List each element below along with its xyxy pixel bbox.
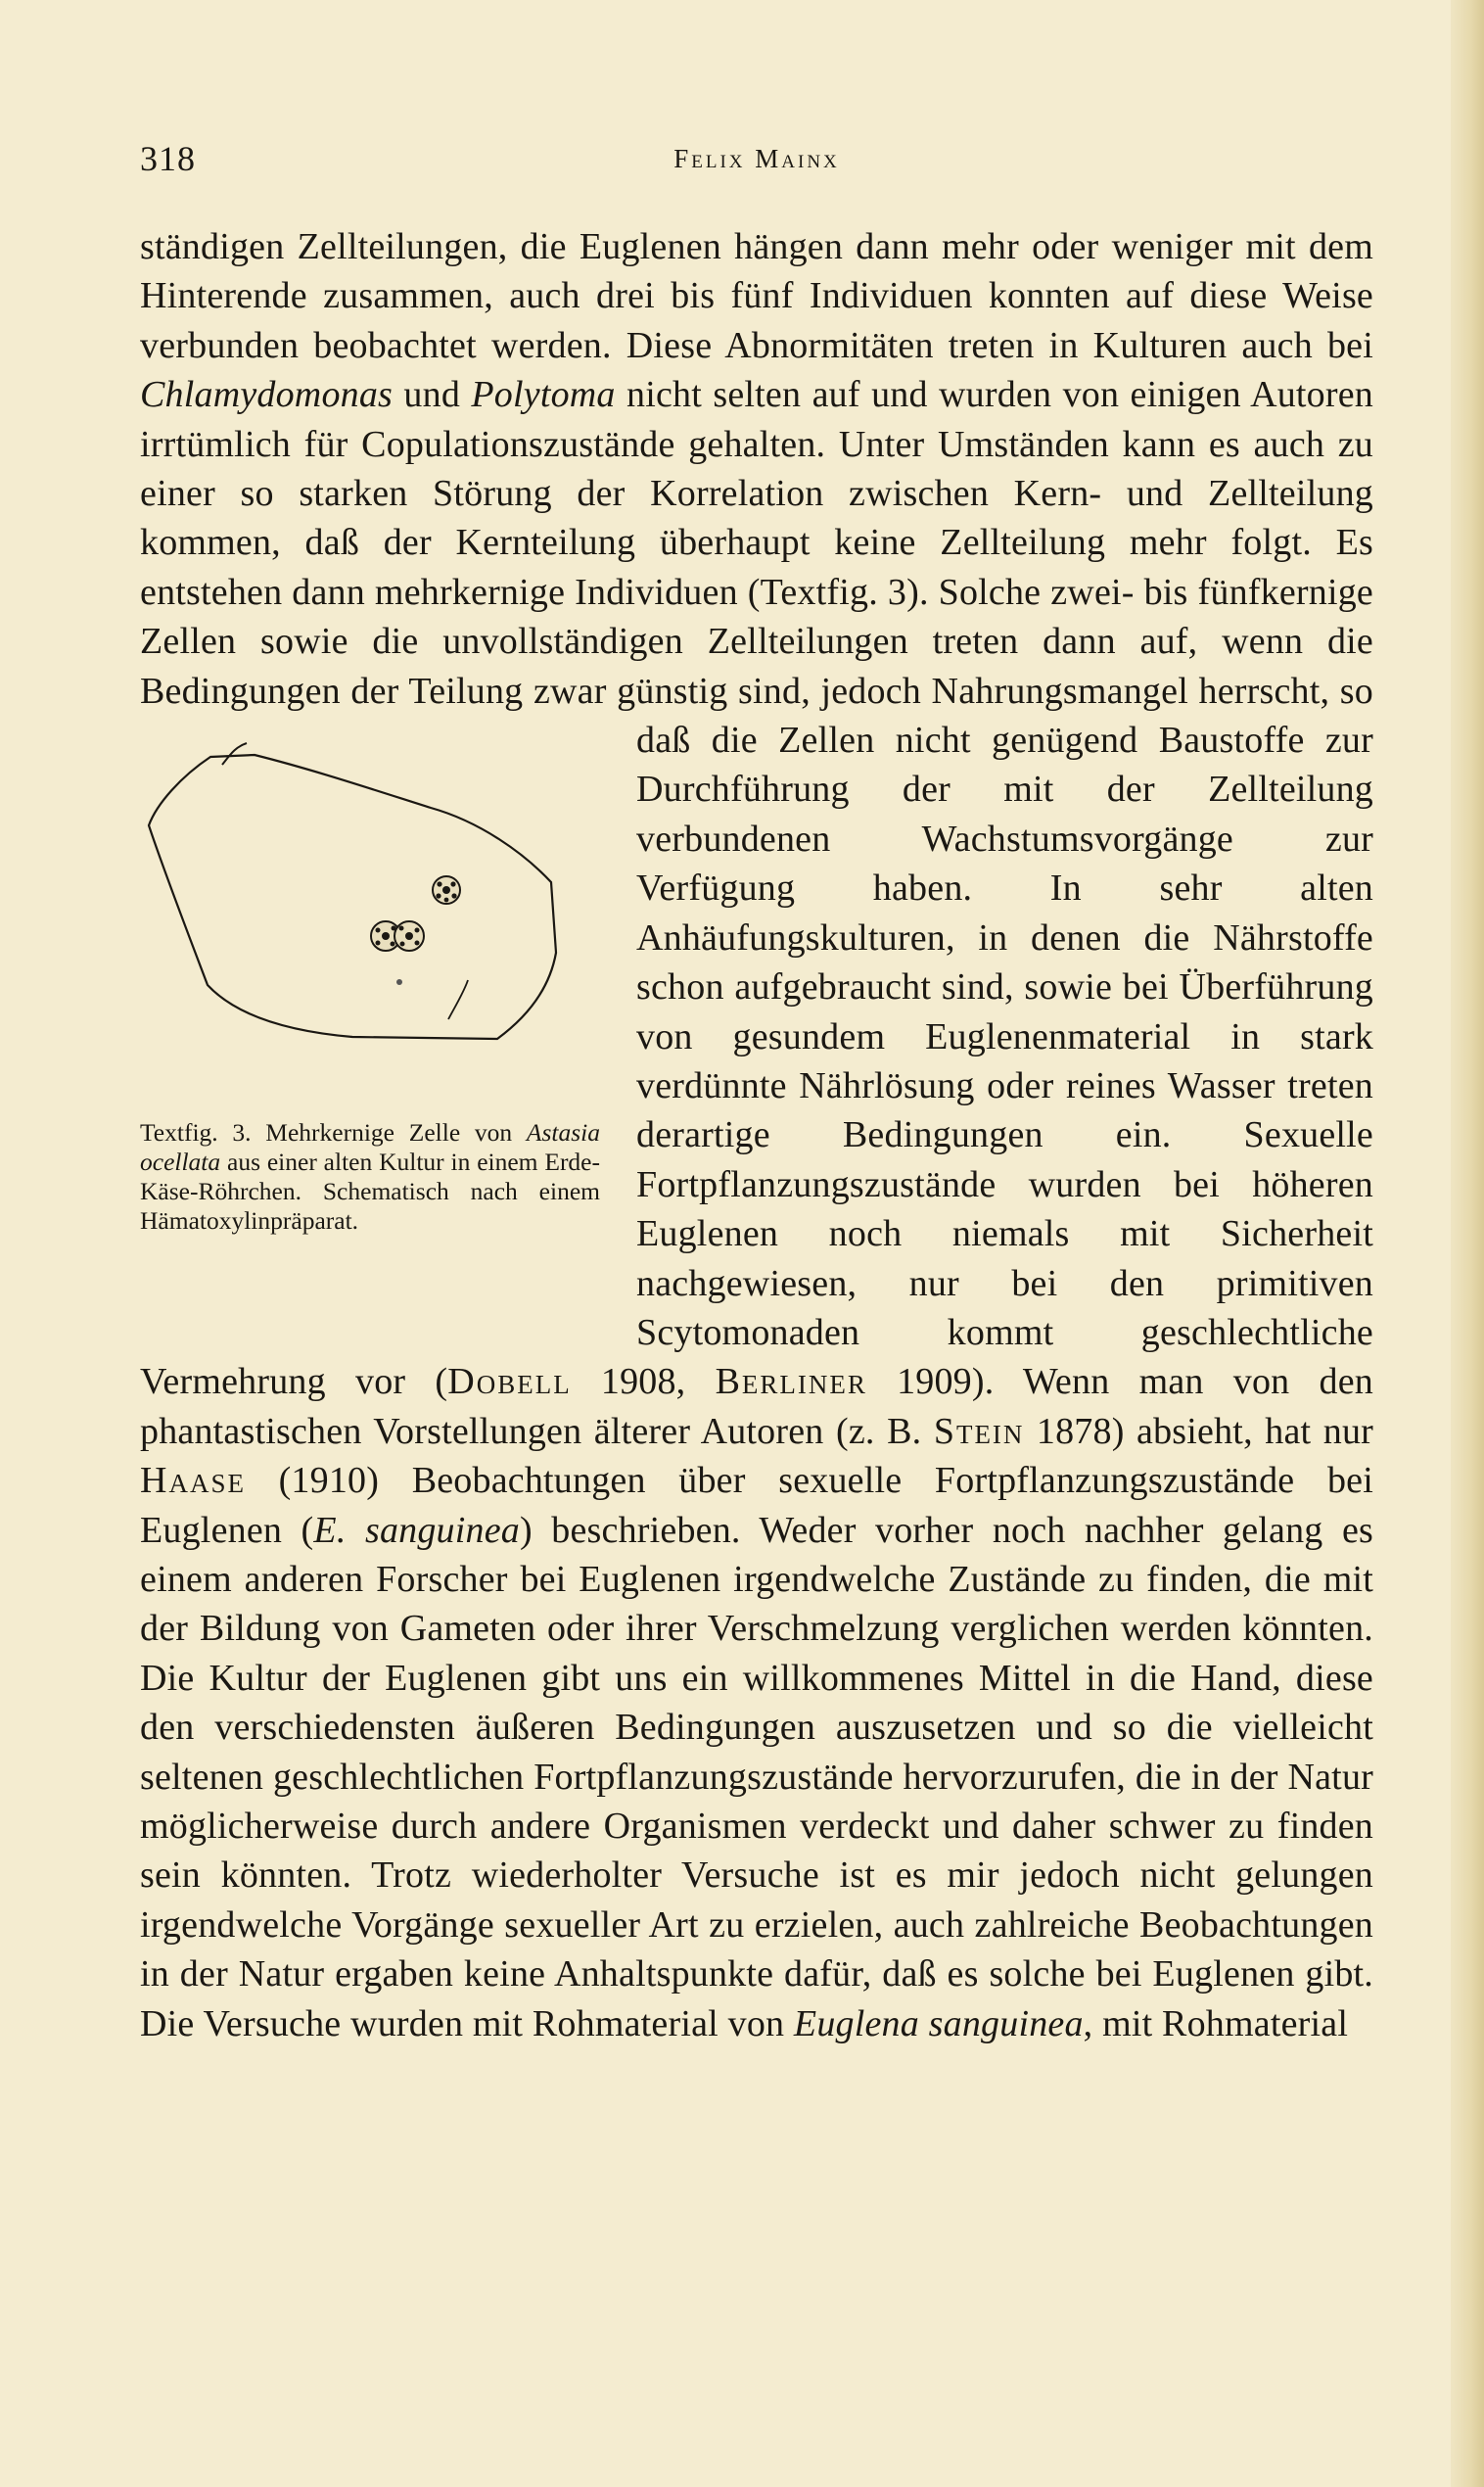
ref-berliner-year: 1909). Wenn man von den phantastischen Vorstellungen älterer Autoren (z. B. [140, 1361, 1373, 1452]
caption-text-a: Mehrkernige Zelle von [251, 1118, 527, 1147]
ref-dobell-year: 1908, [571, 1361, 716, 1403]
ref-stein-year: 1878) absieht, hat nur [1024, 1410, 1374, 1452]
caption-text-b: aus einer alten Kultur in einem Erde-Käse-Röhrchen. Schematisch nach einem Hämatoxylinpräparat. [140, 1148, 600, 1235]
species-euglena-sanguinea: Euglena sanguinea [793, 2002, 1084, 2044]
nucleus-upper [433, 876, 460, 904]
text-wrap: die Zellen nicht genügend Baustoffe zur Durchführung der mit der Zellteilung verbundenen Wachstumsvorgänge zur Verfügung haben. In sehr alten Anhäufungskulturen, in denen die Nährstoffe schon aufgebraucht sind, sowie bei Überführung von gesundem Euglenenmaterial in stark verdünnte Nährlösung oder reines Wasser treten derartige Bedingungen ein. Sexuelle Fortpflanzungszustände wurden bei höheren Euglenen noch niemals mit Sicherheit nachgewiesen, nur bei den primitiven Scytomonaden kommt geschlechtliche Vermehrung vor ( [140, 720, 1373, 1403]
ref-stein: Stein [933, 1410, 1025, 1452]
ref-dobell: Dobell [447, 1361, 572, 1403]
ref-haase: Haase [140, 1460, 246, 1502]
stigma-line [448, 980, 468, 1019]
stigma-dot [396, 979, 402, 985]
text-lead: ständigen Zellteilungen, die Euglenen hängen dann mehr oder weniger mit dem Hinterende zusammen, auch drei bis fünf Individuen konnten auf diese Weise verbunden beobachtet werden. Diese Abnormitäten treten in Kulturen auch bei [140, 226, 1373, 366]
flagellum-base [222, 743, 247, 765]
running-head-author: Felix Mainx [673, 144, 840, 173]
ref-haase-year: (1910) Beobachtungen über sexuelle Fortpflanzungszustände bei Euglenen ( [140, 1460, 1373, 1551]
caption-label: Textfig. 3. [140, 1118, 252, 1147]
nucleus-pair [371, 921, 424, 951]
text-lead-2: nicht selten auf und wurden von einigen Autoren irrtümlich für Copulationszustände gehalten. Unter Umständen kann es auch zu einer so starken Störung der Korrelation zwischen Kern- und Zellteilung kommen, daß der Kernteilung überhaupt keine Zellteilung mehr folgt. Es entstehen dann mehrkernige Individuen (Textfig. 3). Solche zwei- bis fünfkernige Zellen sowie die unvollständigen Zellteilungen treten dann auf, wenn die Bedingungen der Teilung zwar günstig sind, jedoch Nahrungsmangel herrscht, so daß [140, 374, 1373, 762]
text-tail: ) beschrieben. Weder vorher noch nachher gelang es einem anderen Forscher bei Euglenen irgendwelche Zustände zu finden, die mit der Bildung von Gameten oder ihrer Verschmelzung verglichen werden könnten. Die Kultur der Euglenen gibt uns ein willkommenes Mittel in die Hand, diese den verschiedensten äußeren Bedingungen auszusetzen und so die vielleicht seltenen geschlechtlichen Fortpflanzungszustände hervorzurufen, die in der Natur möglicherweise durch andere Organismen verdeckt und daher schwer zu finden sein könnten. Trotz wiederholter Versuche ist es mir jedoch nicht gelungen irgendwelche Vorgänge sexueller Art zu erzielen, auch zahlreiche Beobachtungen in der Natur ergaben keine Anhaltspunkte dafür, daß es solche bei Euglenen gibt. Die Versuche wurden mit Rohmaterial von [140, 1509, 1374, 2044]
page-edge [1451, 0, 1484, 2487]
species-e-sanguinea: E. sanguinea [313, 1509, 520, 1551]
multinucleate-cell-illustration [137, 735, 597, 1372]
text-and: und [393, 374, 472, 416]
figure-caption [140, 1118, 600, 1236]
text-end: , mit Rohmaterial [1083, 2002, 1349, 2044]
figure-textfig-3 [137, 716, 612, 1335]
caption-species: Astasia ocellata [140, 1118, 601, 1176]
running-head [140, 137, 1373, 196]
page-number: 318 [140, 139, 196, 178]
book-page [140, 0, 1373, 2487]
ref-berliner: Berliner [715, 1361, 867, 1403]
cell-outline [149, 755, 556, 1039]
genus-chlamydomonas: Chlamydomonas [140, 374, 394, 416]
genus-polytoma: Polytoma [471, 374, 616, 416]
